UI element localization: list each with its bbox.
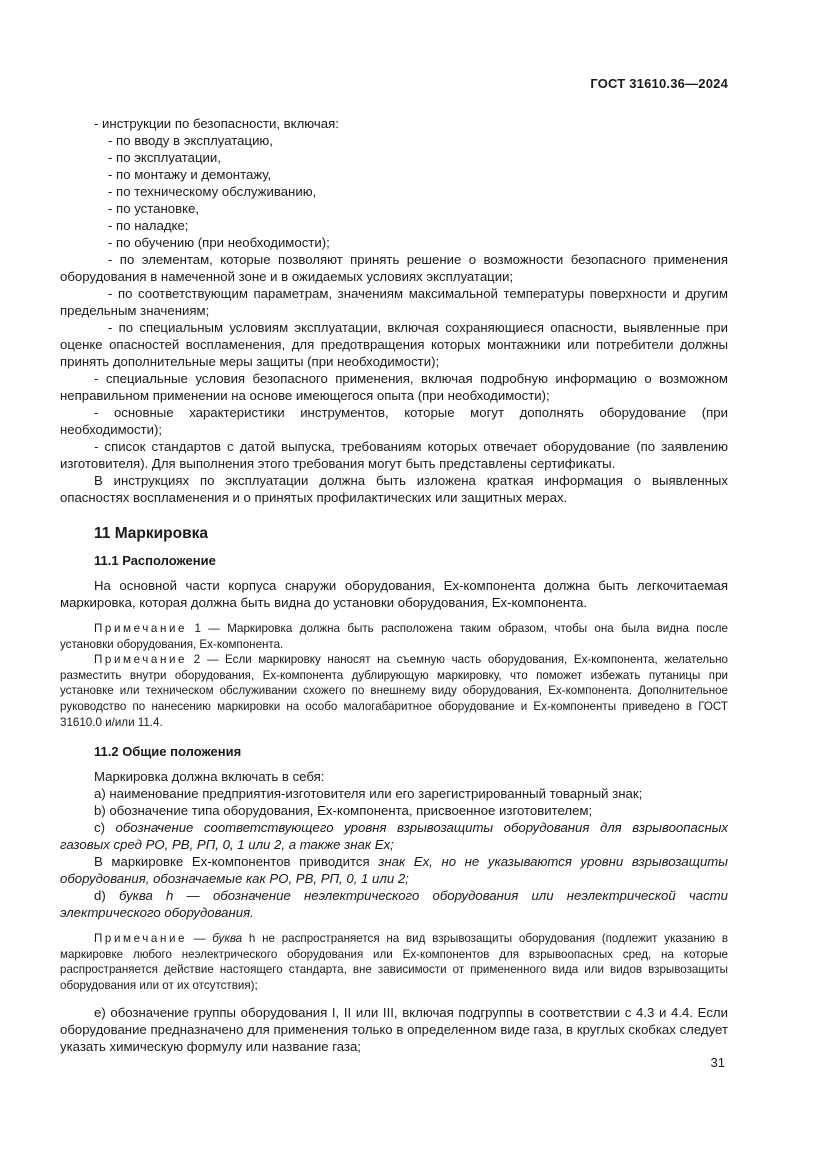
list-item: - список стандартов с датой выпуска, требованиям которых отвечает оборудование (по заявлению изготовителя). Для выполнения этого требования могут быть представлены сертификаты. (60, 439, 728, 471)
subsection-heading: 11.2 Общие положения (94, 744, 242, 760)
list-item: a) наименование предприятия-изготовителя или его зарегистрированный товарный знак; (94, 786, 643, 802)
page-content (60, 115, 728, 1055)
item-label: d) (94, 888, 119, 904)
item-text: обозначение соответствующего уровня взрывозащиты оборудования для взрывоопасных газовых сред РО, РВ, РП, 0, 1 или 2, а также знак Ex; (60, 820, 728, 853)
note-text: — (187, 932, 213, 946)
note (60, 931, 728, 993)
note-label: Примечание (94, 622, 188, 635)
item-label: c) (94, 820, 116, 836)
list-item (60, 887, 728, 921)
note (60, 621, 728, 652)
list-item: - по техническому обслуживанию, (108, 184, 317, 199)
list-item (60, 819, 728, 853)
document-code: ГОСТ 31610.36—2024 (590, 76, 728, 91)
section-heading: 11 Маркировка (94, 525, 209, 542)
body-paragraph: Маркировка должна включать в себя: (94, 769, 325, 785)
safety-intro: - инструкции по безопасности, включая: (94, 116, 339, 131)
list-item: b) обозначение типа оборудования, Ex-компонента, присвоенное изготовителем; (94, 803, 593, 819)
list-item: - по соответствующим параметрам, значениям максимальной температуры поверхности и другим предельным значениям; (60, 286, 728, 318)
note-label: Примечание (94, 932, 188, 946)
note-text: 1 — Маркировка должна быть расположена таким образом, чтобы она была видна после установки оборудования, Ex-компонента. (60, 622, 728, 651)
page-number: 31 (710, 1055, 725, 1070)
list-item: - специальные условия безопасного применения, включая подробную информацию о возможном неправильном применении на основе имеющегося опыта (при необходимости); (60, 371, 728, 403)
summary-paragraph: В инструкциях по эксплуатации должна быть изложена краткая информация о выявленных опасностях воспламенения и о принятых профилактических или защитных мерах. (60, 473, 728, 505)
item-text: знак Ex, но не указываются уровни взрывозащиты оборудования, обозначаемые как РО, РВ, РП, 0, 1 или 2; (60, 854, 728, 887)
note (60, 652, 728, 730)
list-item: - по элементам, которые позволяют принять решение о возможности безопасного применения оборудования в намеченной зоне и в ожидаемых условиях эксплуатации; (60, 252, 728, 284)
note-text: h не распространяется на вид взрывозащиты оборудования (подлежит указанию в маркировке любого неэлектрического оборудования или Ex-компонентов для взрывоопасных сред, на которые распространяется действие настоящего стандарта, вне зависимости от примененного вида или видов взрывозащиты оборудования или от их отсутствия); (60, 932, 728, 992)
list-item: - по обучению (при необходимости); (108, 235, 330, 250)
note-text: 2 — Если маркировку наносят на съемную часть оборудования, Ex-компонента, желательно разместить внутри оборудования, Ex-компонента дублирующую маркировку, что поможет избежать путаницы при установке или техническом обслуживании схожего по внешнему виду оборудования, Ex-компонента. Дополнительное руководство по нанесению маркировки на особо малогабаритное оборудование и Ex-компоненты приведено в ГОСТ 31610.0 и/или 11.4. (60, 653, 728, 729)
note-label: Примечание (94, 653, 188, 667)
list-item: - по вводу в эксплуатацию, (108, 133, 273, 148)
list-item: - по специальным условиям эксплуатации, включая сохраняющиеся опасности, выявленные при оценке опасностей воспламенения, для предотвращения которых монтажники или потребители должны принять дополнительные меры защиты (при необходимости); (60, 320, 728, 369)
list-item: e) обозначение группы оборудования I, II или III, включая подгруппы в соответствии с 4.3 и 4.4. Если оборудование предназначено для применения только в определенном виде газа, в круглых скобках следует указать химическую формулу или название газа; (60, 1004, 728, 1054)
body-paragraph (60, 853, 728, 887)
subsection-heading: 11.1 Расположение (94, 553, 216, 568)
list-item: - по наладке; (108, 218, 189, 233)
body-paragraph: На основной части корпуса снаружи оборудования, Ex-компонента должна быть легкочитаемая маркировка, которая должна быть видна до установки оборудования, Ex-компонента. (60, 578, 728, 610)
list-item: - по эксплуатации, (108, 150, 221, 165)
item-text: В маркировке Ex-компонентов приводится (94, 854, 379, 870)
list-item: - по установке, (108, 201, 199, 216)
list-item: - основные характеристики инструментов, которые могут дополнять оборудование (при необходимости); (60, 405, 728, 437)
list-item: - по монтажу и демонтажу, (108, 167, 272, 182)
item-text: буква h — обозначение неэлектрического оборудования или неэлектрической части электрического оборудования. (60, 888, 729, 921)
note-text: буква (212, 932, 243, 946)
